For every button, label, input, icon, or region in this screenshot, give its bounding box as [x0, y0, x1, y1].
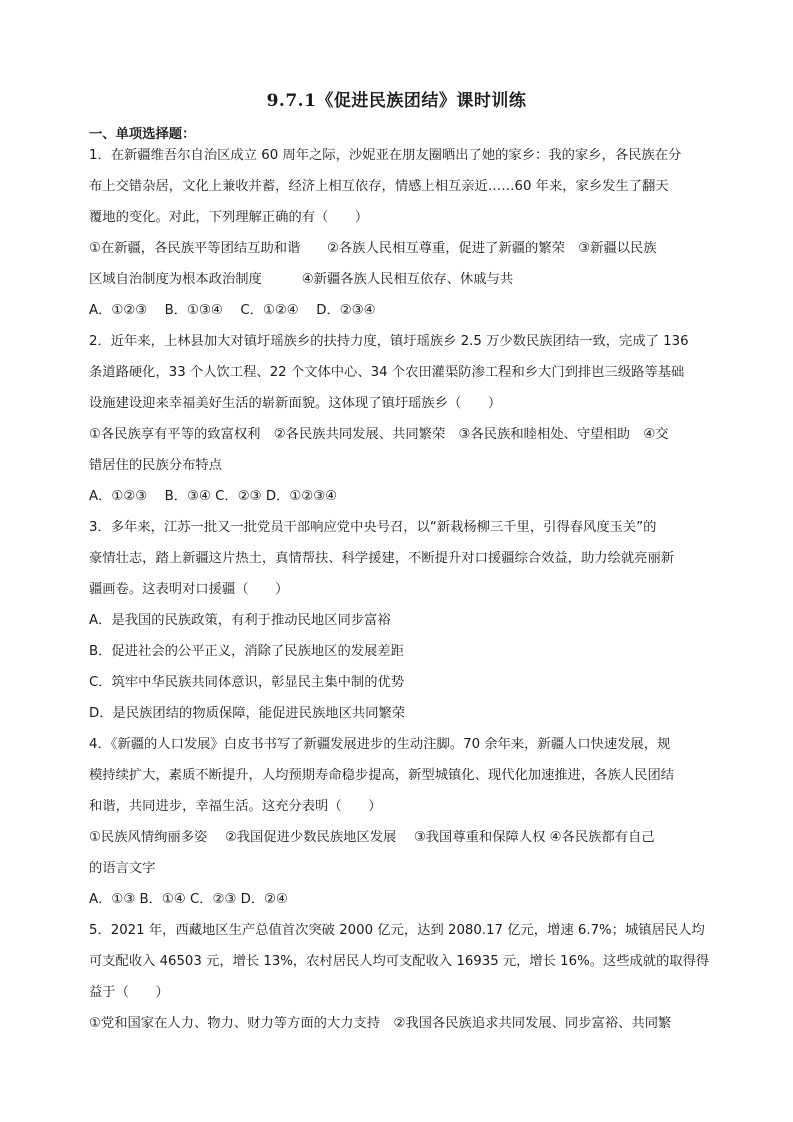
text-line: 覆地的变化。对此，下列理解正确的有（ ） — [89, 210, 369, 225]
text-line: 区域自治制度为根本政治制度 ④新疆各族人民相互依存、休戚与共 — [89, 272, 514, 287]
section-heading: 一、单项选择题： — [89, 127, 196, 142]
text-line: 豪情壮志，踏上新疆这片热土，真情帮扶、科学援建，不断提升对口援疆综合效益，助力绘就亮丽新 — [89, 551, 675, 566]
text-line: D．是民族团结的物质保障，能促进民族地区共同繁荣 — [89, 706, 406, 721]
text-line: ①民族风情绚丽多姿 ②我国促进少数民族地区发展 ③我国尊重和保障人权 ④各民族都有自己 — [89, 830, 655, 845]
text-line: 疆画卷。这表明对口援疆（ ） — [89, 582, 289, 597]
text-line: C．筑牢中华民族共同体意识，彰显民主集中制的优势 — [89, 675, 405, 690]
text-line: 2．近年来，上林县加大对镇圩瑶族乡的扶持力度，镇圩瑶族乡 2.5 万少数民族团结一致，完成了 136 — [89, 334, 689, 349]
text-line: A．①③ B．①④ C．②③ D．②④ — [89, 892, 288, 907]
text-line: ①各民族享有平等的致富权利 ②各民族共同发展、共同繁荣 ③各民族和睦相处、守望相助 ④交 — [89, 427, 669, 442]
text-line: 4．《新疆的人口发展》白皮书书写了新疆发展进步的生动注脚。70 余年来，新疆人口快速发展，规 — [89, 737, 671, 752]
text-line: 益于（ ） — [89, 985, 169, 1000]
text-line: A．①②③ B．①③④ C．①②④ D．②③④ — [89, 303, 376, 318]
text-line: 的语言文字 — [89, 861, 156, 876]
text-line: 设施建设迎来幸福美好生活的崭新面貌。这体现了镇圩瑶族乡（ ） — [89, 396, 502, 411]
text-line: 模持续扩大，素质不断提升，人均预期寿命稳步提高，新型城镇化、现代化加速推进，各族人民团结 — [89, 768, 675, 783]
text-line: 和谐，共同进步，幸福生活。这充分表明（ ） — [89, 799, 382, 814]
text-line: 5．2021 年，西藏地区生产总值首次突破 2000 亿元，达到 2080.17 亿元，增速 6.7%；城镇居民人均 — [89, 923, 705, 938]
text-line: ①在新疆，各民族平等团结互助和谐 ②各族人民相互尊重，促进了新疆的繁荣 ③新疆以民族 — [89, 241, 657, 256]
text-line: 1．在新疆维吾尔自治区成立 60 周年之际，沙妮亚在朋友圈晒出了她的家乡：我的家乡，各民族在分 — [89, 148, 682, 163]
text-line: 布上交错杂居，文化上兼收并蓄，经济上相互依存，情感上相互亲近……60 年来，家乡发生了翻天 — [89, 179, 669, 194]
text-line: A．是我国的民族政策，有利于推动民地区同步富裕 — [89, 613, 391, 628]
text-line: 条道路硬化，33 个人饮工程、22 个文体中心、34 个农田灌渠防渗工程和乡大门到排岜三级路等基础 — [89, 365, 685, 380]
text-line: 错居住的民族分布特点 — [89, 458, 222, 473]
text-line: 可支配收入 46503 元，增长 13%，农村居民人均可支配收入 16935 元，增长 16%。这些成就的取得得 — [89, 954, 710, 969]
text-line: A．①②③ B．③④ C．②③ D．①②③④ — [89, 489, 338, 504]
text-line: B．促进社会的公平正义，消除了民族地区的发展差距 — [89, 644, 404, 659]
text-line: 3．多年来，江苏一批又一批党员干部响应党中央号召，以“新栽杨柳三千里，引得春风度玉关”的 — [89, 520, 657, 535]
page-title: 9.7.1《促进民族团结》课时训练 — [266, 91, 527, 111]
text-line: ①党和国家在人力、物力、财力等方面的大力支持 ②我国各民族追求共同发展、同步富裕、共同繁 — [89, 1016, 672, 1031]
